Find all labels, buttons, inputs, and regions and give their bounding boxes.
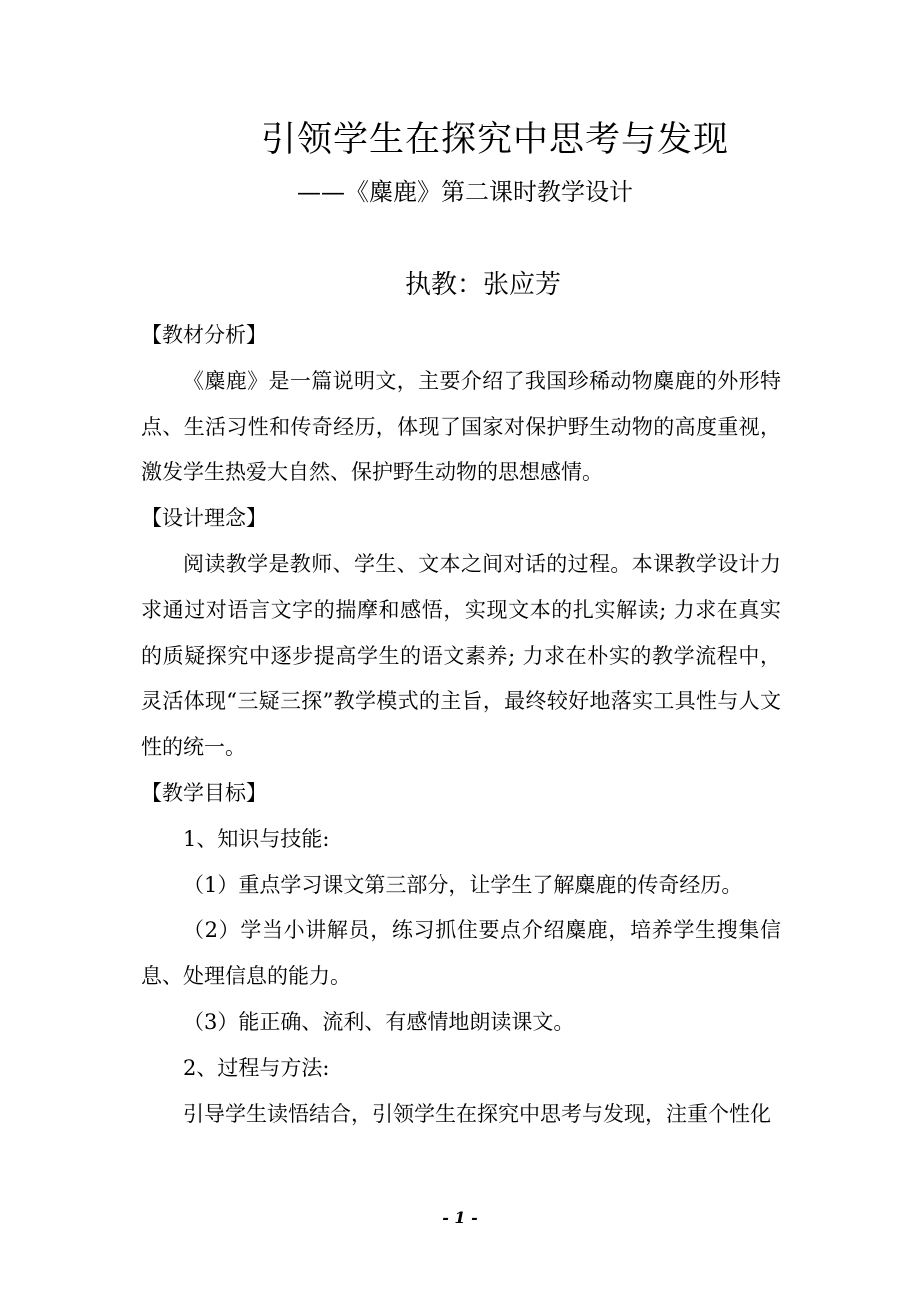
goal-1-item-3: （3）能正确、流利、有感情地朗读课文。 xyxy=(183,1009,575,1034)
document-subtitle: ——《麋鹿》第二课时教学设计 xyxy=(297,178,633,206)
section-heading-concept: 【设计理念】 xyxy=(141,506,267,531)
section-heading-goals: 【教学目标】 xyxy=(141,780,267,805)
goal-2-title: 2、过程与方法: xyxy=(183,1055,330,1080)
section-heading-analysis: 【教材分析】 xyxy=(141,323,267,347)
goal-1-item-2: （2）学当小讲解员，练习抓住要点介绍麋鹿，培养学生搜集信息、处理信息的能力。 xyxy=(141,918,781,989)
page-number: - 1 - xyxy=(442,1208,478,1227)
goal-1-title: 1、知识与技能: xyxy=(183,826,330,851)
concept-paragraph: 阅读教学是教师、学生、文本之间对话的过程。本课教学设计力求通过对语言文字的揣摩和感悟，实现文本的扎实解读; 力求在真实的质疑探究中逐步提高学生的语文素养; 力求在朴实的教学流程中，灵活体现“三疑三探”教学模式的主旨，最终较好地落实工具性与人文性的统一。 xyxy=(141,551,781,760)
analysis-paragraph: 《麋鹿》是一篇说明文，主要介绍了我国珍稀动物麋鹿的外形特点、生活习性和传奇经历，体现了国家对保护野生动物的高度重视，激发学生热爱大自然、保护野生动物的思想感情。 xyxy=(141,368,781,485)
author-line: 执教：张应芳 xyxy=(404,270,561,300)
document-title: 引领学生在探究中思考与发现 xyxy=(260,120,729,160)
goal-2-paragraph: 引导学生读悟结合，引领学生在探究中思考与发现，注重个性化 xyxy=(183,1101,771,1126)
document-body xyxy=(141,313,781,1137)
goal-1-item-1: （1）重点学习课文第三部分，让学生了解麋鹿的传奇经历。 xyxy=(183,872,743,897)
